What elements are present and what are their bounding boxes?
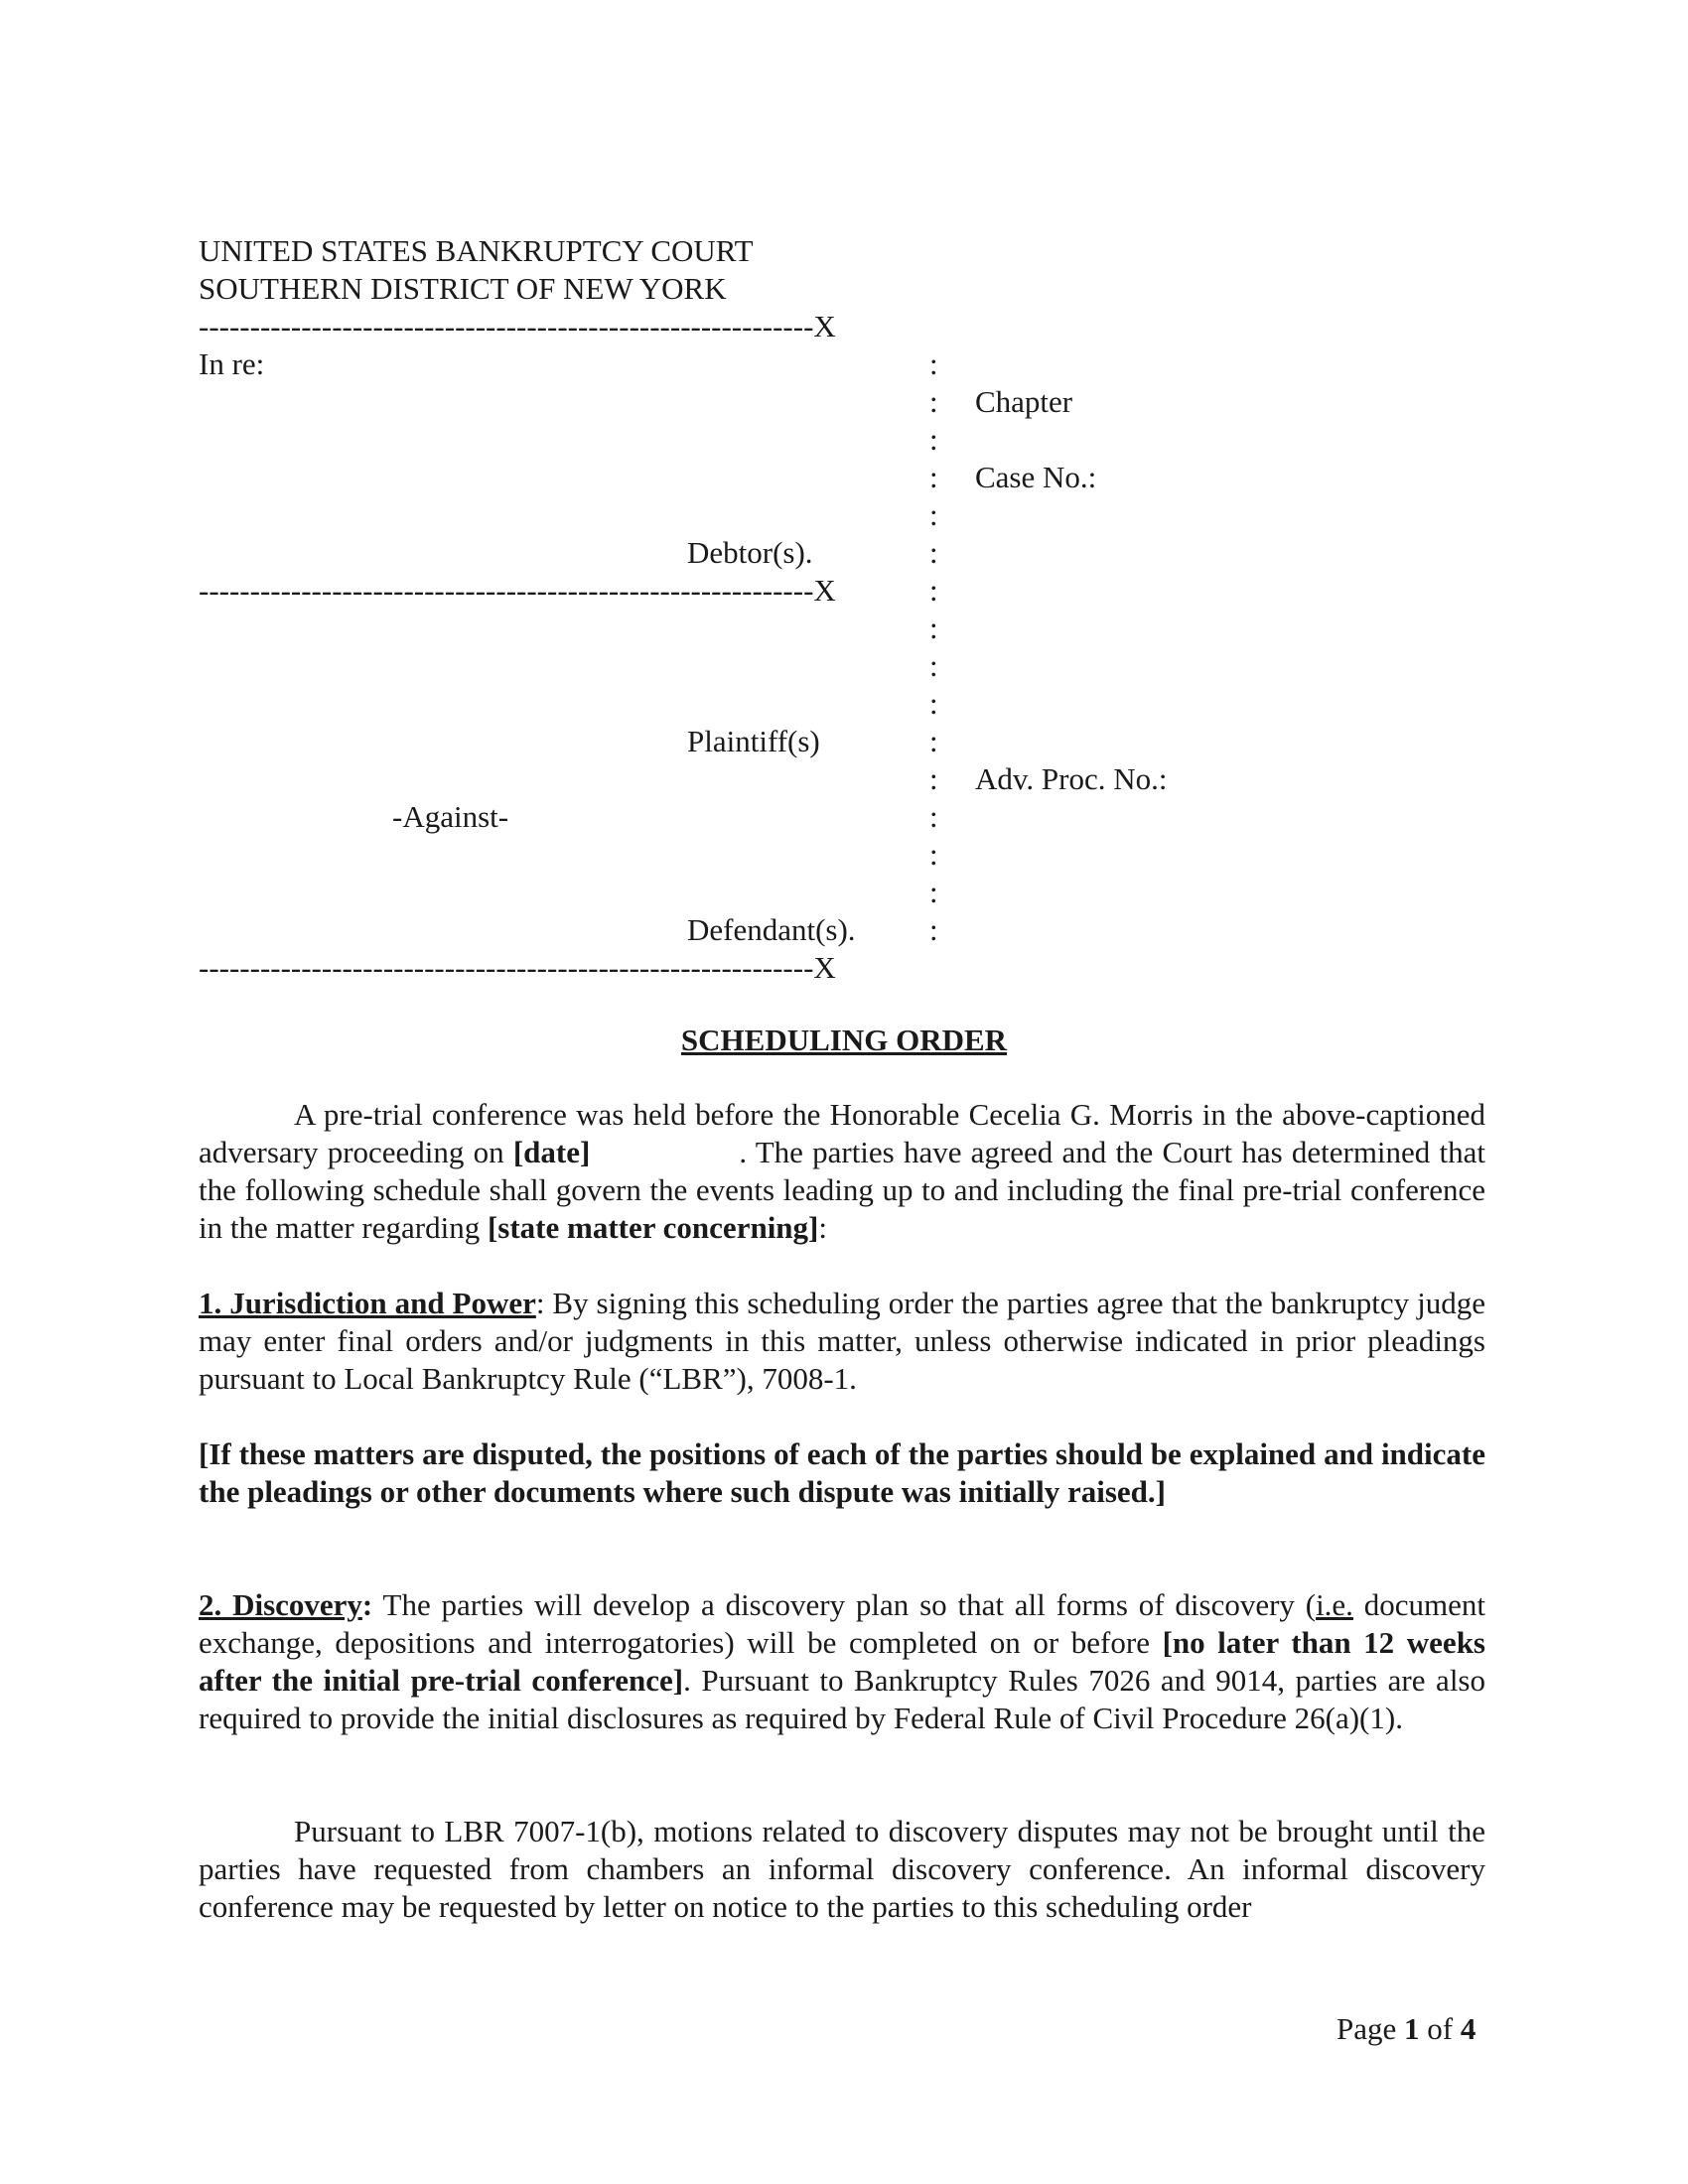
discovery-text-3: . Pursuant to Bankruptcy Rules 7026 and 9014, parties are also required to provide the initial disclosures as required by Federal Rule of Civil Procedure 26(a)(1). [199,1663,1485,1735]
discovery-disputes-paragraph [199,1813,1485,1926]
caption-colon: : [929,384,938,419]
discovery-heading: 2. Discovery [199,1587,362,1622]
intro-text-3: : [818,1210,827,1245]
caption-colon: : [929,611,938,645]
court-district: SOUTHERN DISTRICT OF NEW YORK [199,271,727,306]
total-pages: 4 [1460,2011,1477,2046]
defendant-label: Defendant(s). [687,912,856,947]
document-title: SCHEDULING ORDER [680,1023,1008,1057]
plaintiff-label: Plaintiff(s) [687,724,820,758]
caption-colon: : [929,573,938,608]
intro-paragraph [199,1096,1485,1247]
caption-colon: : [929,724,938,758]
caption-colon: : [929,912,938,947]
debtor-label: Debtor(s). [687,535,813,570]
adv-proc-no-label: Adv. Proc. No.: [975,761,1168,796]
intro-text-1: A pre-trial conference was held before the Honorable Cecelia G. Morris in the above-captioned adversary proceeding on [199,1097,1485,1169]
caption-colon: : [929,422,938,457]
discovery-heading-colon: : [361,1587,373,1622]
jurisdiction-heading: 1. Jurisdiction and Power [199,1286,536,1320]
date-placeholder: [date] [512,1135,591,1169]
caption-colon: : [929,535,938,570]
against-label: -Against- [392,799,509,834]
caption-separator-bottom: ------------------------------------------------------------X [199,950,836,985]
page-number: Page 1 of 4 [1336,2011,1477,2046]
chapter-label: Chapter [975,384,1073,419]
caption-colon: : [929,761,938,796]
intro-text-2: . The parties have agreed and the Court has determined that the following schedule shall govern the events leading up to and including the final pre-trial conference in the matter regarding [199,1135,1485,1245]
matter-placeholder: [state matter concerning] [487,1210,819,1245]
caption-separator-middle: ------------------------------------------------------------X [199,573,836,608]
discovery-paragraph [199,1586,1485,1737]
caption-colon: : [929,460,938,494]
caption-colon: : [929,346,938,381]
jurisdiction-dispute-note: [If these matters are disputed, the positions of each of the parties should be explained and indicate the pleadings or other documents where such dispute was initially raised.] [199,1436,1485,1509]
case-no-label: Case No.: [975,460,1097,494]
in-re-label: In re: [199,346,265,381]
caption-colon: : [929,875,938,909]
discovery-disputes-text: Pursuant to LBR 7007-1(b), motions related to discovery disputes may not be brought until the parties have requested from chambers an informal discovery conference. An informal discovery conference may be requested by letter on notice to the parties to this scheduling order [199,1814,1485,1924]
discovery-text-1: The parties will develop a discovery plan so that all forms of discovery ( [372,1587,1317,1622]
discovery-deadline: [no later than 12 weeks after the initial pre-trial conference] [199,1625,1485,1698]
caption-colon: : [929,799,938,834]
caption-separator-top: ------------------------------------------------------------X [199,309,836,343]
court-name: UNITED STATES BANKRUPTCY COURT [199,233,754,268]
current-page: 1 [1404,2011,1420,2046]
discovery-text-2: document exchange, depositions and interrogatories) will be completed on or before [199,1587,1486,1660]
caption-colon: : [929,648,938,683]
jurisdiction-paragraph [199,1285,1485,1398]
jurisdiction-text: : By signing this scheduling order the parties agree that the bankruptcy judge may enter final orders and/or judgments in this matter, unless otherwise indicated in prior pleadings pursuant to Local Bankruptcy Rule (“LBR”), 7008-1. [199,1286,1485,1396]
caption-colon: : [929,837,938,872]
caption-colon: : [929,686,938,721]
caption-colon: : [929,497,938,532]
ie-abbreviation: i.e. [1316,1587,1353,1622]
